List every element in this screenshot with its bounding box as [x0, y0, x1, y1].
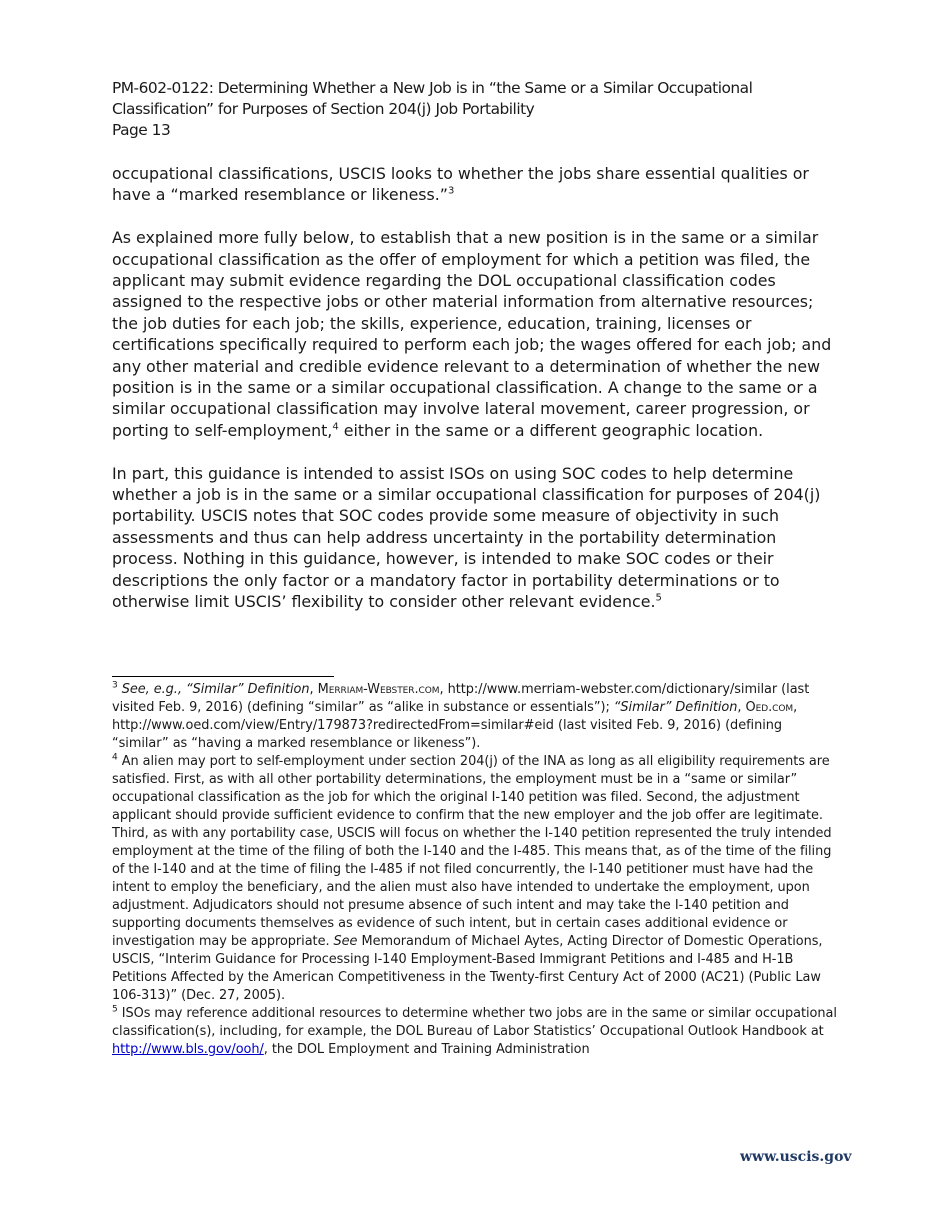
paragraph-1-text: occupational classifications, USCIS looks to whether the jobs share essential qualities or have a “marked resemblance or likeness.”	[112, 164, 809, 205]
footnote-3-text-2: , http://www.oed.com/view/Entry/179873?redirectedFrom=similar#eid (last visited Feb. 9, 2016) (defining “similar” as “having a marked resemblance or likeness”).	[112, 700, 798, 751]
footnote-5-text: ISOs may reference additional resources to determine whether two jobs are in the same or similar occupational classification(s), including, for example, the DOL Bureau of Labor Statistics’ Occupational Outlook Handbook at	[112, 1006, 837, 1039]
footnote-3-sep-2: ,	[737, 700, 746, 715]
footnote-4-text: An alien may port to self-employment under section 204(j) of the INA as long as all eligibility requirements are satisfied. First, as with all other portability determinations, the employment must be in a “same or similar” occupational classification as the job for which the original I-140 petition was filed. Second, the adjustment applicant should provide sufficient evidence to confirm that the new employer and the job offer are legitimate. Third, as with any portability case, USCIS will focus on whether the I-140 petition represented the truly intended employment at the time of the filing of both the I-140 and the I-485. This means that, as of the time of the filing of the I-140 and at the time of filing the I-485 if not filed concurrently, the I-140 petitioner must have had the intent to employ the beneficiary, and the alien must also have intended to undertake the employment, upon adjustment. Adjudicators should not presume absence of such intent and may take the I-140 petition and supporting documents themselves as evidence of such intent, but in certain cases additional evidence or investigation may be appropriate.	[112, 754, 832, 949]
paragraph-2-text-a: As explained more fully below, to establish that a new position is in the same or a similar occupational classification as the offer of employment for which a petition was filed, the applicant may submit evidence regarding the DOL occupational classification codes assigned to the respective jobs or other material information from alternative resources; the job duties for each job; the skills, experience, education, training, licenses or certifications specifically required to perform each job; the wages offered for each job; and any other material and credible evidence relevant to a determination of whether the new position is in the same or a similar occupational classification. A change to the same or a similar occupational classification may involve lateral movement, career progression, or porting to self-employment,	[112, 228, 832, 440]
footer-website: www.uscis.gov	[740, 1149, 852, 1165]
paragraph-1	[112, 163, 838, 206]
footnote-3-source-1: Merriam-Webster.com	[317, 682, 440, 697]
footnote-5-text-2: , the DOL Employment and Training Administration	[263, 1042, 590, 1057]
footnote-3-sep-1: ,	[309, 682, 318, 697]
footnote-3-source-2: Oed.com	[745, 700, 794, 715]
header-page-number: Page 13	[112, 121, 171, 139]
footnote-divider	[112, 676, 334, 677]
bls-ooh-link[interactable]: http://www.bls.gov/ooh/	[112, 1042, 264, 1057]
footnote-3	[112, 681, 838, 753]
header-title-line-1: PM-602-0122: Determining Whether a New Job is in “the Same or a Similar Occupational	[112, 79, 753, 97]
header-title-line-2: Classification” for Purposes of Section 204(j) Job Portability	[112, 100, 535, 118]
document-header	[112, 78, 832, 141]
footnote-4-number: 4	[112, 752, 118, 763]
footnote-5-number: 5	[112, 1004, 118, 1015]
footnote-3-number: 3	[112, 680, 118, 691]
paragraph-3	[112, 463, 838, 613]
footnote-5	[112, 1005, 838, 1059]
document-body	[112, 163, 838, 634]
footnote-ref-3[interactable]: 3	[447, 186, 455, 198]
footnote-4-see: See	[333, 934, 358, 949]
paragraph-2	[112, 227, 838, 441]
footnote-4-text-2: Memorandum of Michael Aytes, Acting Director of Domestic Operations, USCIS, “Interim Guidance for Processing I-140 Employment-Based Immigrant Petitions and I-485 and H-1B Petitions Affected by the American Competitiveness in the Twenty-first Century Act of 2000 (AC21) (Public Law 106-313)” (Dec. 27, 2005).	[112, 934, 823, 1003]
footnote-3-text-1: , http://www.merriam-webster.com/dictionary/similar (last visited Feb. 9, 2016) (defining “similar” as “alike in substance or essentials”);	[112, 682, 810, 715]
footnote-ref-5[interactable]: 5	[655, 592, 662, 604]
footnote-3-citation: See, e.g., “Similar” Definition	[121, 682, 310, 697]
footnote-ref-4[interactable]: 4	[332, 421, 339, 433]
footnote-3-citation-2: “Similar” Definition	[613, 700, 738, 715]
footnote-4	[112, 753, 838, 1005]
paragraph-3-text: In part, this guidance is intended to assist ISOs on using SOC codes to help determine whether a job is in the same or a similar occupational classification for purposes of 204(j) portability. USCIS notes that SOC codes provide some measure of objectivity in such assessments and thus can help address uncertainty in the portability determination process. Nothing in this guidance, however, is intended to make SOC codes or their descriptions the only factor or a mandatory factor in portability determinations or to otherwise limit USCIS’ flexibility to consider other relevant evidence.	[112, 463, 821, 612]
paragraph-2-text-b: either in the same or a different geographic location.	[338, 420, 764, 440]
footnotes	[112, 681, 838, 1059]
